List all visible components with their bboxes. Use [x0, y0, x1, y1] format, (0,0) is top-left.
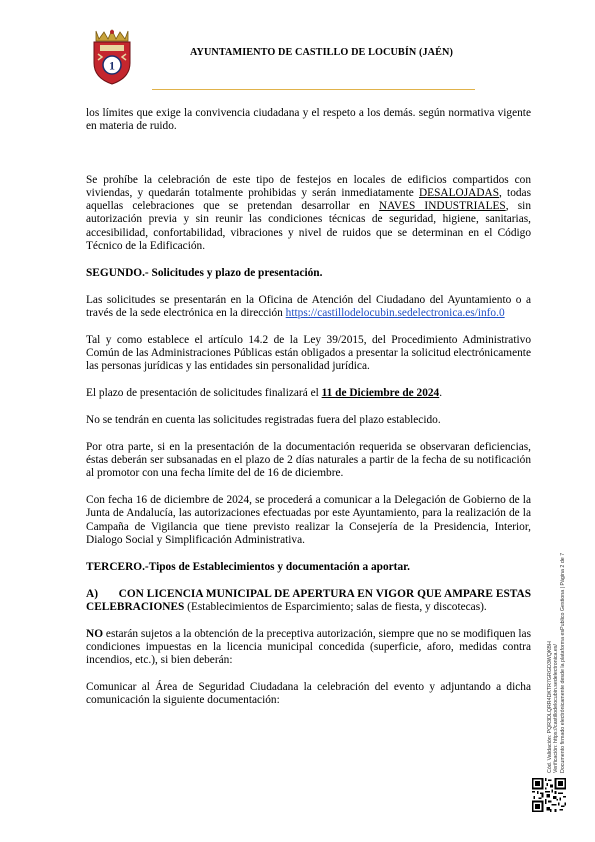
paragraph-communication: Comunicar al Área de Seguridad Ciudadana la celebración del evento y adjuntando a dicha comunicación la siguiente documentación: — [86, 681, 531, 707]
validation-qr-code[interactable] — [532, 778, 566, 812]
paragraph-deficiencies: Por otra parte, si en la presentación de la documentación requerida se observaran deficiencias, éstas deberán ser subsanadas en el plazo de 2 días naturales a partir de la fecha de su notificación al promotor con una fecha límite del de 16 de diciembre. — [86, 440, 531, 480]
svg-text:1: 1 — [109, 58, 115, 73]
paragraph-submission: Las solicitudes se presentarán en la Oficina de Atención del Ciudadano del Ayuntamiento o a través de la sede electrónica en la dirección https://castillodelocubin.sedelectronica.es/info.0 — [86, 293, 531, 319]
category-a-heading: A) CON LICENCIA MUNICIPAL DE APERTURA EN VIGOR QUE AMPARE ESTAS CELEBRACIONES — [86, 587, 531, 613]
naves-industriales-emphasis: NAVES INDUSTRIALES — [378, 200, 506, 213]
document-body — [86, 107, 531, 708]
validation-code: Cód. Validación: PQR3DLQRR4DKTR7GRGD3WQKBH — [547, 641, 553, 773]
paragraph-legal-obligation: Tal y como establece el artículo 14.2 de la Ley 39/2015, del Procedimiento Administrativo Común de las Administraciones Públicas están obligados a presentar la solicitud electrónicamente las personas jurídicas y las entidades sin personalidad jurídica. — [86, 333, 531, 373]
paragraph-prohibition: Se prohíbe la celebración de este tipo de festejos en locales de edificios compartidos con viviendas, y quedarán totalmente prohibidas y serán inmediatamente DESALOJADAS, todas aquellas celebraciones que se pretendan desarrollar en NAVES INDUSTRIALES, sin autorización previa y sin reunir las condiciones técnicas de seguridad, higiene, sanitarias, accesibilidad, confortabilidad, vibraciones y nivel de ruidos que se determinan en el Código Técnico de la Edificación. — [86, 173, 531, 253]
page-header-title: AYUNTAMIENTO DE CASTILLO DE LOCUBÍN (JAÉN) — [190, 47, 453, 58]
paragraph-delegation: Con fecha 16 de diciembre de 2024, se procederá a comunicar a la Delegación de Gobierno de la Junta de Andalucía, las autorizaciones efectuadas por este Ayuntamiento, para la realización de la Campaña de Vigilancia que tiene previsto realizar la Consejería de la Presidencia, Interior, Dialogo Social y Simplificación Administrativa. — [86, 494, 531, 547]
paragraph-late-submissions: No se tendrán en cuenta las solicitudes registradas fuera del plazo establecido. — [86, 413, 441, 426]
paragraph-deadline: El plazo de presentación de solicitudes finalizará el 11 de Diciembre de 2024. — [86, 387, 443, 400]
desalojadas-emphasis: DESALOJADAS — [418, 186, 500, 199]
paragraph-exemption: NO estarán sujetos a la obtención de la preceptiva autorización, siempre que no se modifiquen las condiciones impuestas en la licencia municipal concedida (superficie, aforo, medidas contra incendios, etc.), si bien deberán: — [86, 627, 531, 667]
paragraph-category-a: A) CON LICENCIA MUNICIPAL DE APERTURA EN VIGOR QUE AMPARE ESTAS CELEBRACIONES (Establecimientos de Esparcimiento; salas de fiesta, y discotecas). — [86, 587, 531, 613]
header-divider — [152, 89, 475, 90]
verification-url: Verificación: https://castillodelocubin.sedelectronica.es/ — [553, 644, 560, 773]
deadline-date: 11 de Diciembre de 2024 — [321, 387, 440, 400]
sede-electronica-link[interactable]: https://castillodelocubin.sedelectronica.es/info.0 — [285, 306, 505, 319]
paragraph-noise-limits: los límites que exige la convivencia ciudadana y el respeto a los demás. según normativa vigente en materia de ruido. — [86, 107, 531, 133]
no-emphasis: NO — [86, 627, 104, 640]
section-heading-tercero: TERCERO.-Tipos de Establecimientos y documentación a aportar. — [86, 560, 410, 573]
validation-side-note — [547, 553, 566, 773]
municipal-crest-logo — [90, 27, 134, 85]
section-heading-segundo: SEGUNDO.- Solicitudes y plazo de presentación. — [86, 266, 323, 279]
signature-platform-note: Documento firmado electrónicamente desde la plataforma esPublico Gestiona | Página 2 de 7 — [559, 552, 566, 773]
